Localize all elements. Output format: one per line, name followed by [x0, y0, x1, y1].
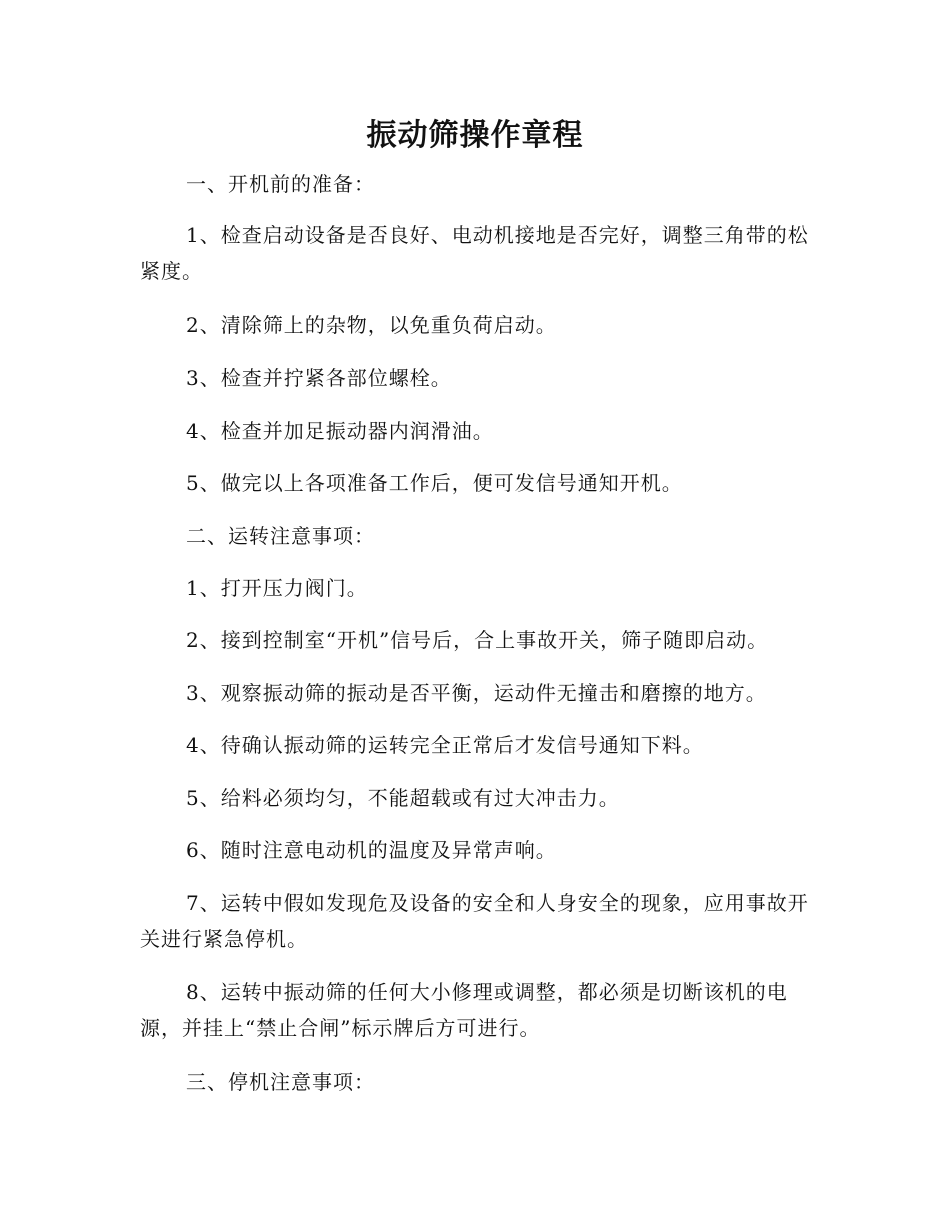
paragraph: 7、运转中假如发现危及设备的安全和人身安全的现象，应用事故开关进行紧急停机。 — [140, 891, 809, 951]
paragraph: 4、检查并加足振动器内润滑油。 — [186, 419, 494, 443]
paragraph: 1、打开压力阀门。 — [186, 576, 368, 600]
paragraph: 2、清除筛上的杂物，以免重负荷启动。 — [186, 313, 557, 337]
document-title: 振动筛操作章程 — [366, 118, 584, 153]
paragraph: 3、观察振动筛的振动是否平衡，运动件无撞击和磨擦的地方。 — [186, 681, 767, 705]
paragraph: 4、待确认振动筛的运转完全正常后才发信号通知下料。 — [186, 733, 704, 757]
paragraph: 5、给料必须均匀，不能超载或有过大冲击力。 — [186, 786, 620, 810]
paragraph: 8、运转中振动筛的任何大小修理或调整，都必须是切断该机的电源，并挂上“禁止合闸”标示牌后方可进行。 — [140, 980, 788, 1040]
section-heading-1: 一、开机前的准备： — [186, 172, 375, 196]
section-heading-3: 三、停机注意事项： — [186, 1070, 375, 1094]
paragraph: 1、检查启动设备是否良好、电动机接地是否完好，调整三角带的松紧度。 — [140, 223, 809, 283]
paragraph: 6、随时注意电动机的温度及异常声响。 — [186, 838, 557, 862]
paragraph: 2、接到控制室“开机”信号后，合上事故开关，筛子随即启动。 — [186, 628, 769, 652]
paragraph: 3、检查并拧紧各部位螺栓。 — [186, 366, 452, 390]
paragraph: 5、做完以上各项准备工作后，便可发信号通知开机。 — [186, 471, 683, 495]
section-heading-2: 二、运转注意事项： — [186, 524, 375, 548]
